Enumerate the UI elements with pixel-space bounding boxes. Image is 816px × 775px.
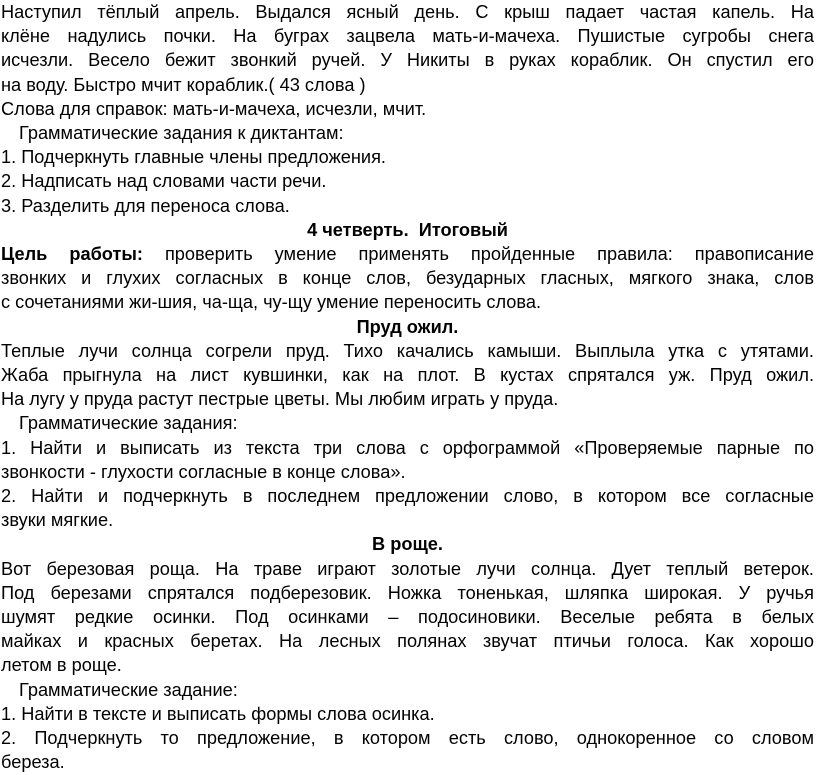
dictation2-task-2-line-2: звуки мягкие. bbox=[1, 510, 114, 531]
goal-line-2: звонких и глухих согласных в конце слов, безударных гласных, мягкого знака, слов bbox=[1, 268, 814, 289]
dictation3-text-line-1: Вот березовая роща. На траве играют золотые лучи солнца. Дует теплый ветерок. bbox=[1, 558, 814, 579]
goal-line-1-text: проверить умение применять пройденные правила: правописание bbox=[142, 244, 814, 265]
dictation2-task-1-line-2: звонкости - глухости согласные в конце слова». bbox=[1, 461, 406, 482]
dictation3-text-line-4: майках и красных беретах. На лесных полянах звучат птичьи голоса. Как хорошо bbox=[1, 631, 814, 652]
dictation2-task-1-line-1: 1. Найти и выписать из текста три слова с орфограммой «Проверяемые парные по bbox=[1, 437, 814, 458]
dictation3-title: В роще. bbox=[372, 534, 443, 555]
dictation1-tasks-heading: Грамматические задания к диктантам: bbox=[19, 123, 344, 144]
dictation2-text-line-2: Жаба прыгнула на лист кувшинки, как на плот. В кустах спрятался уж. Пруд ожил. bbox=[1, 365, 814, 386]
dictation1-text-line-2: клёне надулись почки. На буграх зацвела мать-и-мачеха. Пушистые сугробы снега bbox=[1, 26, 814, 47]
quarter-heading: 4 четверть. Итоговый bbox=[307, 219, 508, 240]
goal-label: Цель работы: bbox=[1, 244, 143, 265]
dictation1-task-2: 2. Надписать над словами части речи. bbox=[1, 171, 327, 192]
dictation1-text-line-1: Наступил тёплый апрель. Выдался ясный день. С крыш падает частая капель. На bbox=[1, 2, 814, 22]
dictation2-text-line-1: Теплые лучи солнца согрели пруд. Тихо качались камыши. Выплыла утка с утятами. bbox=[1, 340, 814, 361]
dictation2-text-line-3: На лугу у пруда растут пестрые цветы. Мы любим играть у пруда. bbox=[1, 389, 559, 410]
dictation3-task-1: 1. Найти в тексте и выписать формы слова осинка. bbox=[1, 703, 435, 724]
dictation3-text-line-2: Под березами спрятался подберезовик. Ножка тоненькая, шляпка широкая. У ручья bbox=[1, 582, 814, 603]
dictation2-title: Пруд ожил. bbox=[356, 316, 459, 337]
dictation3-task-2-line-1: 2. Подчеркнуть то предложение, в котором есть слово, однокоренное со словом bbox=[1, 728, 814, 749]
dictation3-text-line-3: шумят редкие осинки. Под осинками – подосиновики. Веселые ребята в белых bbox=[1, 607, 814, 628]
dictation1-reference-words: Слова для справок: мать-и-мачеха, исчезли, мчит. bbox=[1, 98, 427, 119]
dictation1-text-line-4: на воду. Быстро мчит кораблик.( 43 слова ) bbox=[1, 74, 366, 95]
goal-line-3: с сочетаниями жи-шия, ча-ща, чу-щу умение переносить слова. bbox=[1, 292, 542, 313]
dictation2-tasks-heading: Грамматические задания: bbox=[19, 413, 238, 434]
dictation2-task-2-line-1: 2. Найти и подчеркнуть в последнем предложении слово, в котором все согласные bbox=[1, 486, 814, 507]
dictation1-task-1: 1. Подчеркнуть главные члены предложения. bbox=[1, 147, 386, 168]
goal-line-1 bbox=[1, 242, 814, 266]
dictation3-text-line-5: летом в роще. bbox=[1, 655, 122, 676]
dictation1-text-line-3: исчезли. Весело бежит звонкий ручей. У Никиты в руках кораблик. Он спустил его bbox=[1, 50, 814, 71]
dictation3-tasks-heading: Грамматические задание: bbox=[19, 679, 238, 700]
dictation1-task-3: 3. Разделить для переноса слова. bbox=[1, 195, 290, 216]
dictation3-task-2-line-2: береза. bbox=[1, 752, 65, 773]
